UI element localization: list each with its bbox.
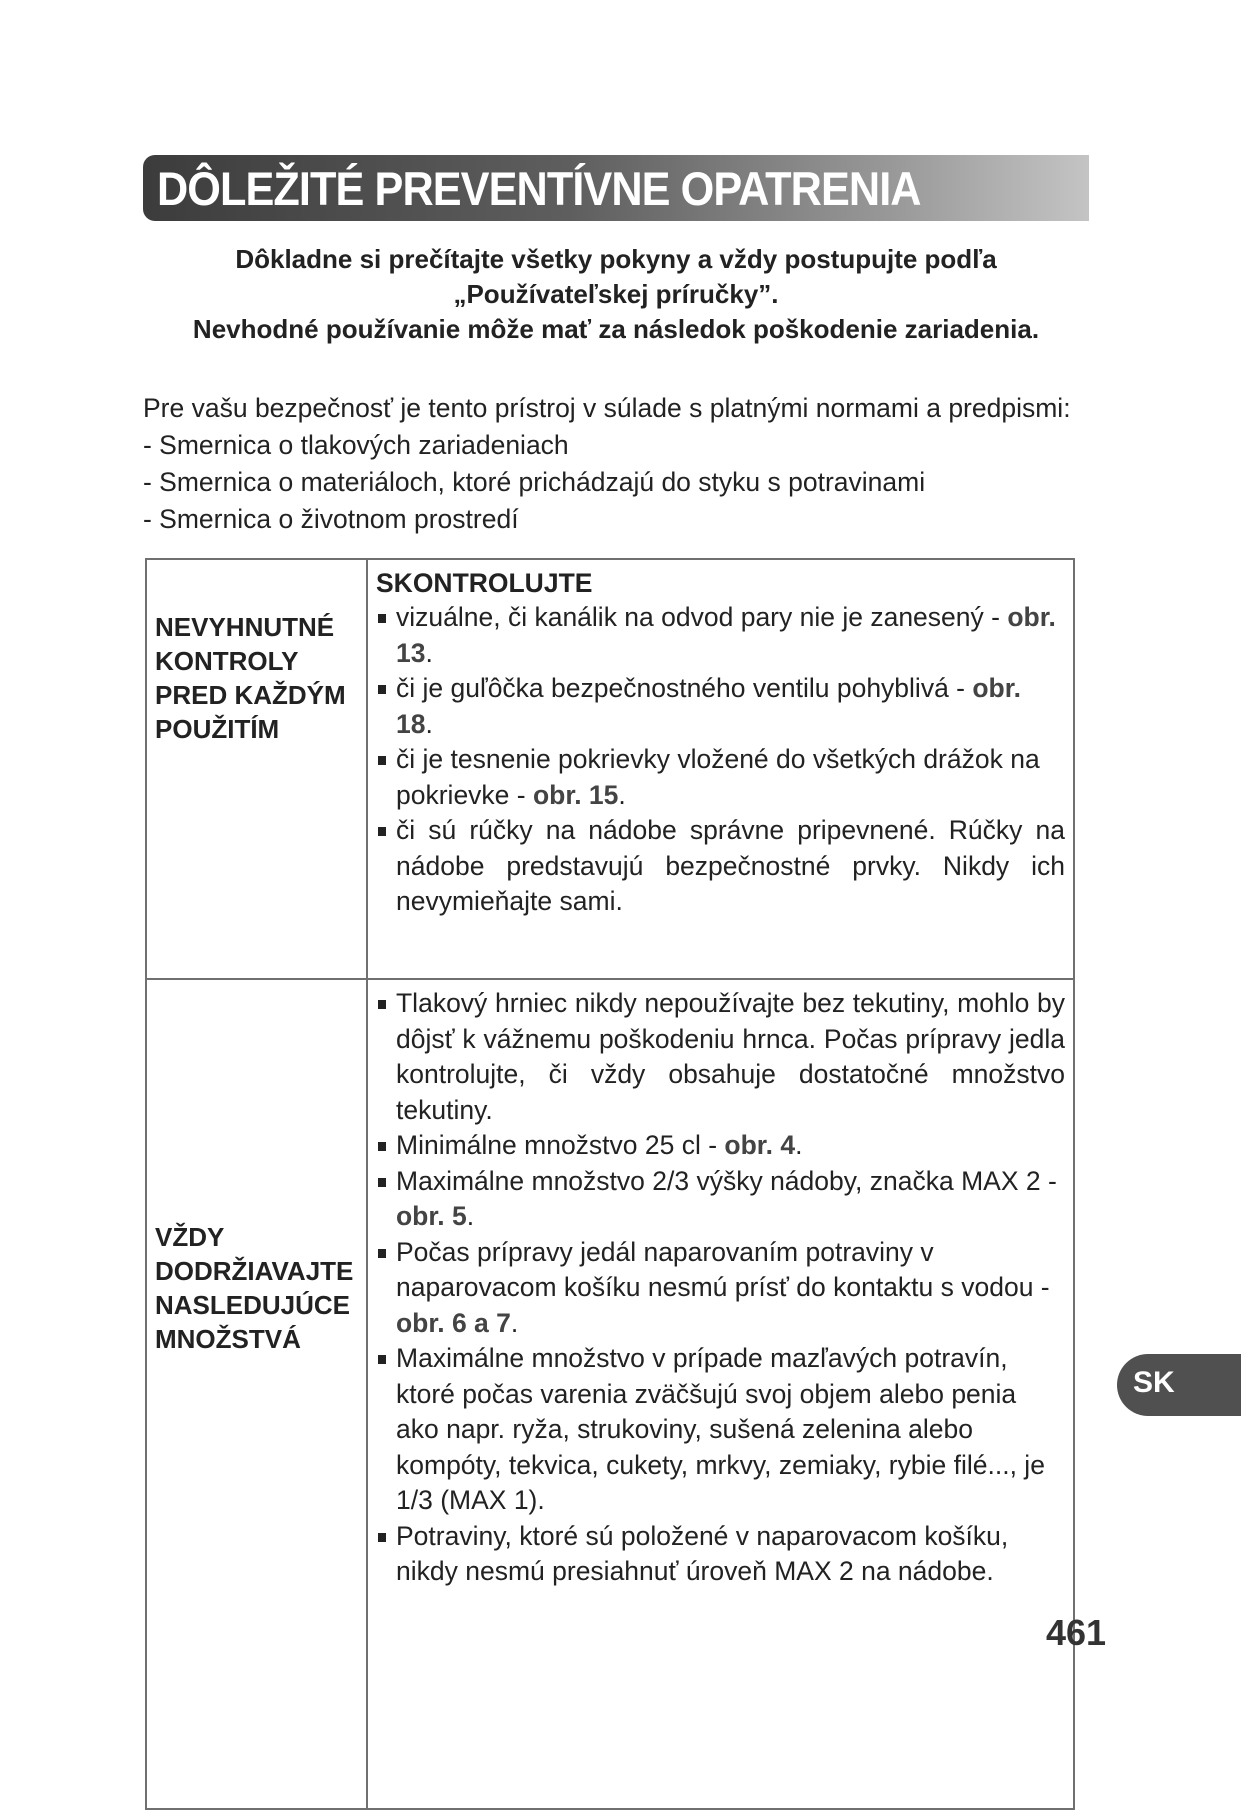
item-text: Maximálne množstvo v prípade mazľavých potravín, ktoré počas varenia zväčšujú svoj objem alebo penia ako napr. ryža, strukoviny, sušená zelenina alebo kompóty, tekvica, cukety, mrkvy, zemiaky, rybie filé..., je 1/3 (MAX 1). <box>396 1343 1045 1515</box>
row-content-cell <box>367 979 1074 1809</box>
item-end: . <box>510 1307 519 1338</box>
square-bullet-icon <box>378 1000 386 1009</box>
square-bullet-icon <box>378 614 386 623</box>
item-end: . <box>425 637 433 668</box>
row-label-cell <box>146 559 367 979</box>
list-item <box>376 1341 1065 1519</box>
square-bullet-icon <box>378 1178 386 1187</box>
table-row <box>146 979 1074 1809</box>
intro-line-2: „Používateľskej príručky”. <box>453 279 779 309</box>
safety-item: - Smernica o životnom prostredí <box>143 504 519 534</box>
list-item <box>376 742 1065 813</box>
square-bullet-icon <box>378 1355 386 1364</box>
item-end: . <box>466 1201 475 1231</box>
safety-lead: Pre vašu bezpečnosť je tento prístroj v súlade s platnými normami a predpismi: <box>143 393 1071 423</box>
figure-reference: obr. 13 <box>396 602 1056 668</box>
item-text: Tlakový hrniec nikdy nepoužívajte bez tekutiny, mohlo by dôjsť k vážnemu poškodeniu hrnca. Počas prípravy jedla kontrolujte, či vždy obsahuje dostatočné množstvo tekutiny. <box>396 988 1065 1125</box>
safety-item: - Smernica o materiáloch, ktoré prichádzajú do styku s potravinami <box>143 467 926 497</box>
list-item <box>376 813 1065 920</box>
intro-notice <box>143 242 1089 347</box>
section-title: DÔLEŽITÉ PREVENTÍVNE OPATRENIA <box>157 162 921 215</box>
language-tab <box>1117 1354 1241 1416</box>
safety-compliance <box>143 390 1143 538</box>
check-list <box>376 600 1065 920</box>
page-number: 461 <box>1046 1612 1107 1653</box>
intro-line-1: Dôkladne si prečítajte všetky pokyny a vždy postupujte podľa <box>235 244 997 274</box>
item-end: . <box>425 708 433 739</box>
figure-reference: obr. 15 <box>532 779 619 810</box>
list-item <box>376 986 1065 1128</box>
table-row <box>146 559 1074 979</box>
row-label-line: NASLEDUJÚCE <box>155 1290 351 1320</box>
section-title-bar <box>143 155 1089 221</box>
row-label-cell <box>146 979 367 1809</box>
list-item <box>376 1235 1065 1342</box>
square-bullet-icon <box>378 1249 386 1258</box>
quantity-list <box>376 986 1065 1590</box>
figure-reference: obr. 4 <box>724 1130 796 1160</box>
item-text: vizuálne, či kanálik na odvod pary nie je zanesený - <box>396 602 1008 632</box>
item-text: Počas prípravy jedál naparovaním potraviny v naparovacom košíku nesmú prísť do kontaktu s vodou - <box>396 1236 1050 1302</box>
figure-reference: obr. 18 <box>396 673 1021 739</box>
list-item <box>376 600 1065 671</box>
item-text: či je guľôčka bezpečnostného ventilu pohyblivá - <box>396 673 973 703</box>
intro-line-3: Nevhodné používanie môže mať za následok poškodenie zariadenia. <box>192 314 1040 344</box>
row-label-line: POUŽITÍM <box>155 714 280 744</box>
item-end: . <box>795 1130 803 1160</box>
square-bullet-icon <box>378 1533 386 1542</box>
item-text: či je tesnenie pokrievky vložené do všetkých drážok na pokrievke - <box>396 744 1040 810</box>
square-bullet-icon <box>378 685 386 694</box>
square-bullet-icon <box>378 1142 386 1151</box>
row-label-line: KONTROLY <box>155 646 299 676</box>
item-text: Minimálne množstvo 25 cl - <box>396 1130 725 1160</box>
list-item <box>376 1128 1065 1164</box>
row-label-line: NEVYHNUTNÉ <box>155 612 335 642</box>
item-text: Maximálne množstvo 2/3 výšky nádoby, značka MAX 2 - <box>396 1165 1057 1196</box>
check-heading: SKONTROLUJTE <box>376 568 593 598</box>
row-label-line: DODRŽIAVAJTE <box>155 1256 354 1286</box>
item-text: Potraviny, ktoré sú položené v naparovacom košíku, nikdy nesmú presiahnuť úroveň MAX 2 na nádobe. <box>396 1520 1009 1586</box>
precautions-table <box>145 558 1075 1810</box>
row-content-cell <box>367 559 1074 979</box>
square-bullet-icon <box>378 756 386 765</box>
row-label-line: MNOŽSTVÁ <box>155 1324 301 1354</box>
item-text: či sú rúčky na nádobe správne pripevnené. Rúčky na nádobe predstavujú bezpečnostné prvky. Nikdy ich nevymieňajte sami. <box>396 815 1065 916</box>
list-item <box>376 1519 1065 1590</box>
language-tab-label: SK <box>1133 1366 1175 1399</box>
row-label-line: VŽDY <box>155 1222 225 1252</box>
square-bullet-icon <box>378 827 386 836</box>
row-label-line: PRED KAŽDÝM <box>155 680 346 710</box>
item-end: . <box>618 779 626 810</box>
list-item <box>376 1164 1065 1235</box>
safety-item: - Smernica o tlakových zariadeniach <box>143 430 569 460</box>
list-item <box>376 671 1065 742</box>
figure-reference: obr. 5 <box>396 1201 467 1231</box>
figure-reference: obr. 6 a 7 <box>396 1307 511 1338</box>
